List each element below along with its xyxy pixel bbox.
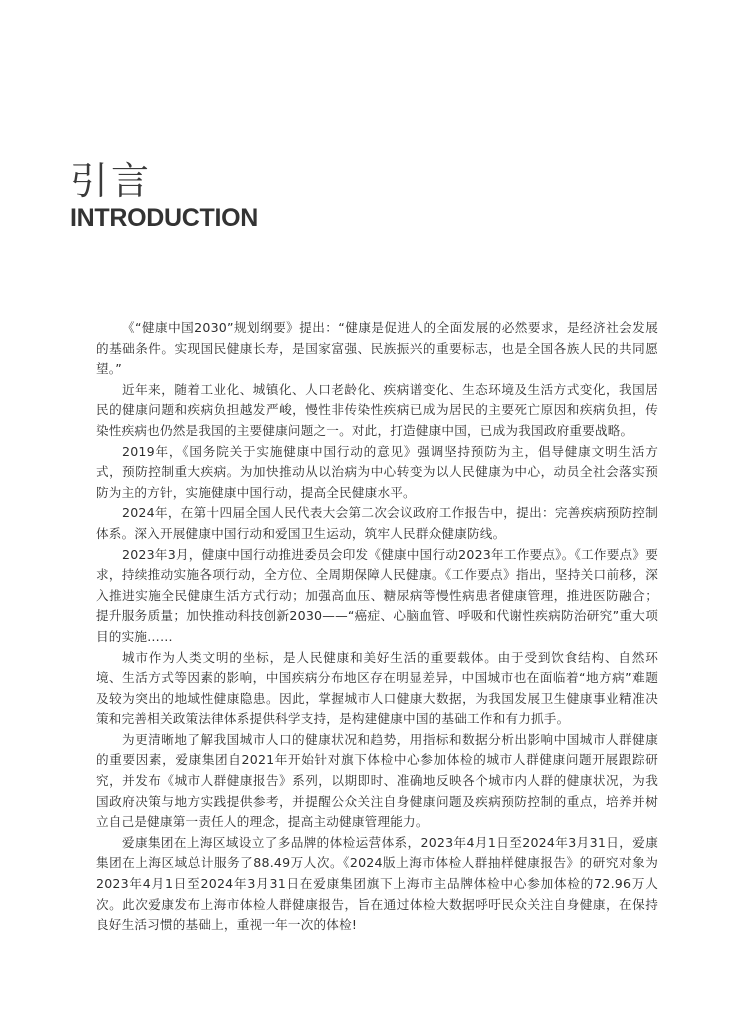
paragraph: 近年来，随着工业化、城镇化、人口老龄化、疾病谱变化、生态环境及生活方式变化，我国居民的健康问题和疾病负担越发严峻，慢性非传染性疾病已成为居民的主要死亡原因和疾病负担，传染性疾病也仍然是我国的主要健康问题之一。对此，打造健康中国，已成为我国政府重要战略。 <box>96 381 658 438</box>
paragraph: 《“健康中国2030”规划纲要》提出：“健康是促进人的全面发展的必然要求，是经济社会发展的基础条件。实现国民健康长寿，是国家富强、民族振兴的重要标志，也是全国各族人民的共同愿望。” <box>96 320 658 377</box>
heading-block <box>70 158 258 232</box>
paragraph: 2023年3月，健康中国行动推进委员会印发《健康中国行动2023年工作要点》。《工作要点》要求，持续推动实施各项行动，全方位、全周期保障人民健康。《工作要点》指出，坚持关口前移，深入推进实施全民健康生活方式行动；加强高血压、糖尿病等慢性病患者健康管理，推进医防融合；提升服务质量；加快推动科技创新2030——“癌症、心脑血管、呼吸和代谢性疾病防治研究”重大项目的实施…… <box>96 546 658 644</box>
page-title: 引言 <box>70 159 153 203</box>
paragraph: 城市作为人类文明的坐标，是人民健康和美好生活的重要载体。由于受到饮食结构、自然环境、生活方式等因素的影响，中国疾病分布地区存在明显差异，中国城市也在面临着“地方病”难题及较为突出的地域性健康隐患。因此，掌握城市人口健康大数据，为我国发展卫生健康事业精准决策和完善相关政策法律体系提供科学支持，是构建健康中国的基础工作和有力抓手。 <box>96 649 658 727</box>
paragraph: 2024年，在第十四届全国人民代表大会第二次会议政府工作报告中，提出：完善疾病预防控制体系。深入开展健康中国行动和爱国卫生运动，筑牢人民群众健康防线。 <box>96 505 658 541</box>
page-subtitle: INTRODUCTION <box>70 204 259 232</box>
paragraph: 2019年，《国务院关于实施健康中国行动的意见》强调坚持预防为主，倡导健康文明生活方式，预防控制重大疾病。为加快推动从以治病为中心转变为以人民健康为中心，动员全社会落实预防为主的方针，实施健康中国行动，提高全民健康水平。 <box>96 443 658 500</box>
body-text <box>96 318 658 936</box>
paragraph: 为更清晰地了解我国城市人口的健康状况和趋势，用指标和数据分析出影响中国城市人群健康的重要因素，爱康集团自2021年开始针对旗下体检中心参加体检的城市人群健康问题开展跟踪研究，并发布《城市人群健康报告》系列，以期即时、准确地反映各个城市内人群的健康状况，为我国政府决策与地方实践提供参考，并提醒公众关注自身健康问题及疾病预防控制的重点，培养并树立自己是健康第一责任人的理念，提高主动健康管理能力。 <box>96 731 658 830</box>
paragraph: 爱康集团在上海区域设立了多品牌的体检运营体系，2023年4月1日至2024年3月31日，爱康集团在上海区域总计服务了88.49万人次。《2024版上海市体检人群抽样健康报告》的研究对象为2023年4月1日至2024年3月31日在爱康集团旗下上海市主品牌体检中心参加体检的72.96万人次。此次爱康发布上海市体检人群健康报告，旨在通过体检大数据呼吁民众关注自身健康，在保持良好生活习惯的基础上，重视一年一次的体检! <box>96 834 658 933</box>
